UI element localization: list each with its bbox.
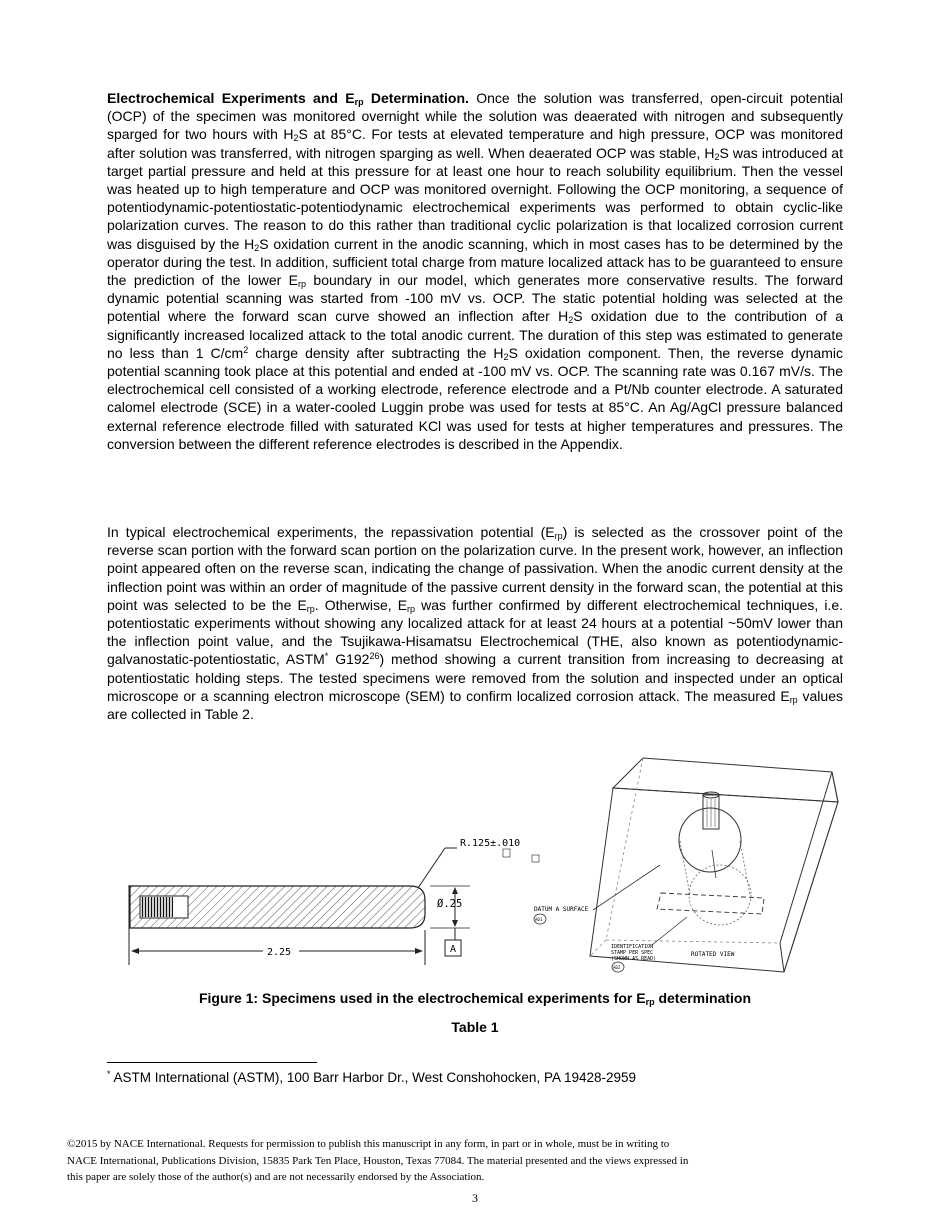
copyright-line: ©2015 by NACE International. Requests for permission to publish this manuscript in any form, in part or in whole, must be in writing to — [67, 1138, 670, 1150]
footnote-rule — [107, 1062, 317, 1063]
figure-caption: Figure 1: Specimens used in the electrochemical experiments for $E_{rp}$ determination — [198, 990, 752, 1007]
copyright-line: this paper are solely those of the author(s) and are not necessarily endorsed by the Association. — [67, 1171, 485, 1183]
datum-box-label: A — [450, 944, 457, 955]
radius-label: R.125±.010 — [460, 838, 521, 849]
paragraph-electrochemical-experiments: Electrochemical Experiments and $E_{rp}$ Determination. Once the solution was transferred, open-circuit potential (OCP) of the specimen was monitored overnight while the solution was deaerated with nitrogen and subsequently sparged for two hours with $H_2S$ at 85°C. For tests at elevated temperature and high pressure, OCP was monitored after solution was transferred, with nitrogen sparging as well. When deaerated OCP was stable, $H_2S$ was introduced at target partial pressure and held at this pressure for at least one hour to reach solubility equilibrium. Then the vessel was heated up to high temperature and OCP was monitored overnight. Following the OCP monitoring, a sequence of potentiodynamic-potentiostatic-potentiodynamic electrochemical experiments was performed to obtain cyclic-like polarization curves. The reason to do this rather than traditional cyclic polarization is that localized corrosion current was disguised by the $H_2S$ oxidation current in the anodic scanning, which in most cases has to be determined by the operator during the test. In addition, sufficient total charge from mature localized attack has to be guaranteed to ensure the prediction of the lower $E_{rp}$ boundary in our model, which generates more conservative results. The forward dynamic potential scanning was started from -100 mV vs. OCP. The static potential holding was selected at the potential where the forward scan curve showed an inflection after $H_2S$ oxidation due to the contribution of a significantly increased localized attack to the total anodic current. The duration of this step was estimated to generate no less than 1 $C/cm^2$ charge density after subtracting the $H_2S$ oxidation component. Then, the reverse dynamic potential scanning took place at this potential and ended at -100 mV vs. OCP. The scanning rate was 0.167 mV/s. The electrochemical cell consisted of a working electrode, reference electrode and a Pt/Nb counter electrode. A saturated calomel electrode (SCE) in a water-cooled Luggin probe was used for tests at 85°C. An Ag/AgCl pressure balanced external reference electrode filled with saturated KCl was used for tests at higher temperatures and pressures. The conversion between the different reference electrodes is described in the Appendix. — [107, 90, 844, 452]
cylindrical-specimen-drawing — [129, 848, 539, 965]
callout-a02: A02 — [613, 965, 621, 970]
paragraph-repassivation-potential: In typical electrochemical experiments, the repassivation potential $(E_{rp})$ is selected as the crossover point of the reverse scan portion with the forward scan portion on the polarization curve. In the present work, however, an inflection point appeared often on the reverse scan, indicating the change of passivation. When the anodic current density at the inflection point was within an order of magnitude of the passive current density in the forward scan, the potential at this point was selected to be the $E_{rp}$. Otherwise, $E_{rp}$ was further confirmed by different electrochemical techniques, i.e. potentiostatic experiments without showing any localized attack for at least 24 hours at a potential ~50mV lower than the inflection point value, and the Tsujikawa-Hisamatsu Electrochemical (THE, also known as potentiodynamic-galvanostatic-potentiostatic, ASTM* $G192^{26}$) method showing a current transition from increasing to decreasing at potentiostatic holding steps. The tested specimens were removed from the solution and inspected under an optical microscope or a scanning electron microscope (SEM) to confirm localized corrosion attack. The measured $E_{rp}$ values are collected in Table 2. — [107, 524, 843, 723]
identification-label-stamp: STAMP PER SPEC — [611, 950, 654, 956]
specimen-drawing-svg — [0, 755, 950, 980]
copyright-notice — [67, 1136, 787, 1186]
block-specimen-drawing — [534, 758, 838, 972]
footnote: * ASTM International (ASTM), 100 Barr Harbor Dr., West Conshohocken, PA 19428-2959 — [107, 1069, 637, 1085]
identification-label-shown: (SHOWN AS READ) — [611, 956, 657, 962]
figure-specimen-drawings — [0, 755, 950, 980]
page-number: 3 — [472, 1191, 478, 1205]
datum-surface-label: DATUM A SURFACE — [534, 906, 589, 913]
copyright-line: NACE International, Publications Division, 15835 Park Ten Place, Houston, Texas 77084. The material presented and the views expressed in — [67, 1154, 689, 1167]
identification-label: IDENTIFICATION — [611, 944, 654, 950]
length-label: 2.25 — [267, 947, 292, 958]
diameter-label: Ø.25 — [437, 898, 463, 910]
callout-a01: A01 — [535, 917, 543, 922]
table-label: Table 1 — [451, 1019, 499, 1035]
rotated-view-label: ROTATED VIEW — [691, 951, 735, 958]
section-heading: Electrochemical Experiments and $E_{rp}$ Determination. — [107, 90, 469, 107]
